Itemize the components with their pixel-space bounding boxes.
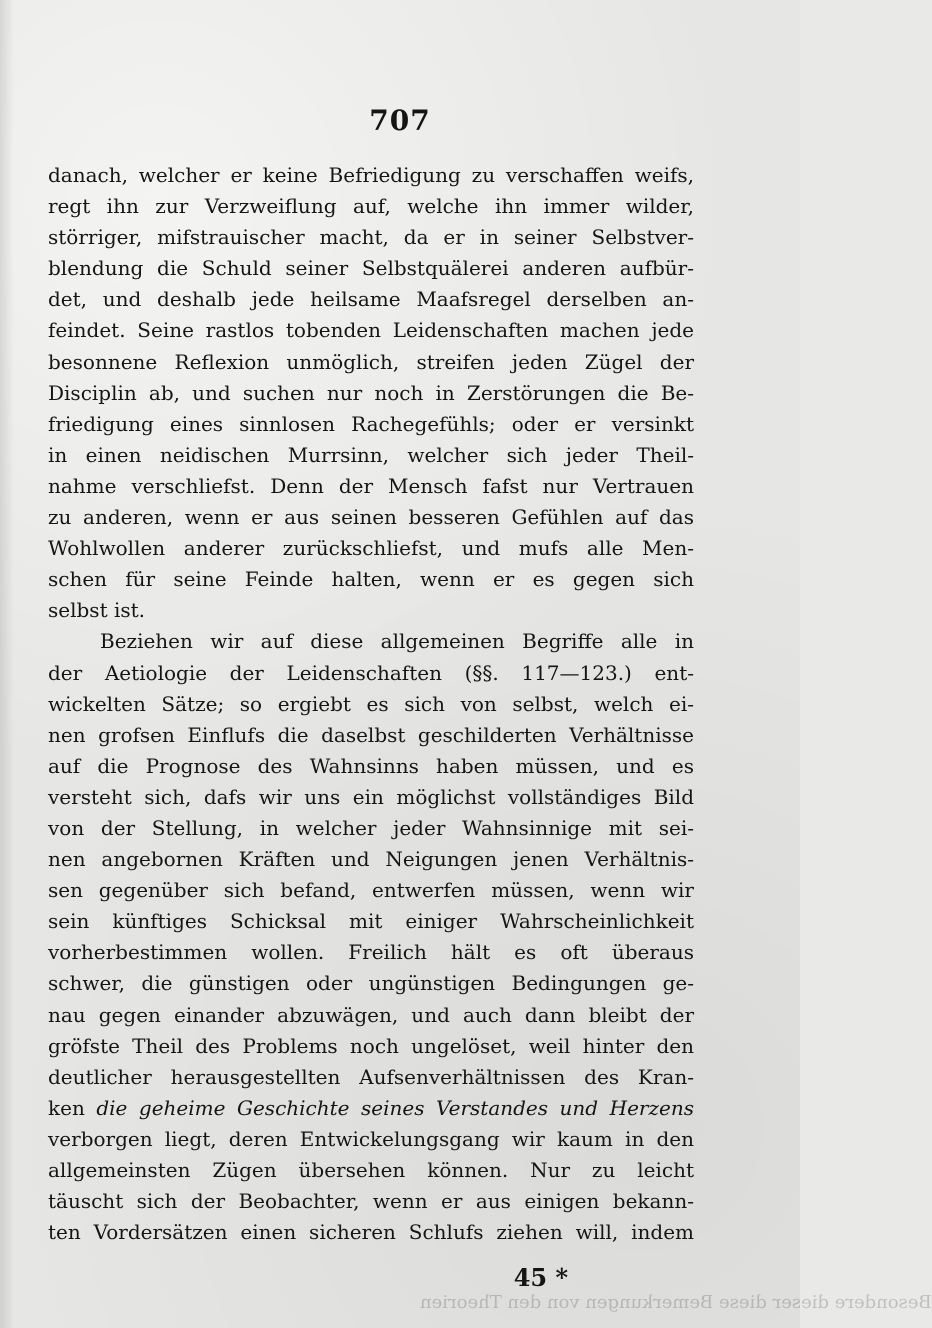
- text-line: Wohlwollen anderer zurückschliefst, und mufs alle Men-: [48, 536, 694, 561]
- text-line: feindet. Seine rastlos tobenden Leidenschaften machen jede: [48, 318, 694, 343]
- body-text: [48, 160, 694, 1248]
- signature-mark: 45 *: [513, 1263, 568, 1292]
- text-line: sen gegenüber sich befand, entwerfen müssen, wenn wir: [48, 878, 694, 903]
- text-line: verborgen liegt, deren Entwickelungsgang wir kaum in den: [48, 1126, 694, 1151]
- text-line: deutlicher herausgestellten Aufsenverhältnissen des Kran-: [48, 1064, 694, 1089]
- bleed-through-text: Besondere dieser diese Bemerkungen von den Theorien: [420, 1292, 932, 1313]
- text-line: nau gegen einander abzuwägen, und auch dann bleibt der: [48, 1002, 694, 1027]
- paragraph-end-line: selbst ist.: [48, 598, 146, 623]
- text-line: schwer, die günstigen oder ungünstigen Bedingungen ge-: [48, 971, 694, 996]
- line-prefix-text: ken: [48, 1095, 97, 1120]
- text-line: wickelten Sätze; so ergiebt es sich von selbst, welch ei-: [48, 691, 694, 716]
- text-line: nahme verschliefst. Denn der Mensch fafst nur Vertrauen: [48, 473, 694, 498]
- text-line: ten Vordersätzen einen sicheren Schlufs ziehen will, indem: [48, 1220, 694, 1245]
- text-line: sein künftiges Schicksal mit einiger Wahrscheinlichkeit: [48, 909, 694, 934]
- italic-phrase: die geheime Geschichte seines Verstandes und Herzens: [96, 1095, 694, 1120]
- text-line: zu anderen, wenn er aus seinen besseren Gefühlen auf das: [48, 505, 694, 530]
- text-line: regt ihn zur Verzweiflung auf, welche ihn immer wilder,: [48, 194, 694, 219]
- text-line: auf die Prognose des Wahnsinns haben müssen, und es: [48, 753, 694, 778]
- text-line: schen für seine Feinde halten, wenn er es gegen sich: [48, 567, 694, 592]
- paragraph-start-line: Beziehen wir auf diese allgemeinen Begriffe alle in: [100, 629, 694, 654]
- text-line: nen angebornen Kräften und Neigungen jenen Verhältnis-: [48, 847, 694, 872]
- text-line: danach, welcher er keine Befriedigung zu verschaffen weifs,: [48, 163, 694, 187]
- text-line-with-italic: [48, 1093, 694, 1124]
- text-line: blendung die Schuld seiner Selbstquälerei anderen aufbür-: [48, 256, 694, 281]
- text-line: störriger, mifstrauischer macht, da er in seiner Selbstver-: [48, 225, 694, 250]
- text-line: der Aetiologie der Leidenschaften (§§. 117—123.) ent-: [48, 660, 694, 685]
- text-line: täuscht sich der Beobachter, wenn er aus einigen bekann-: [48, 1189, 694, 1214]
- text-line: in einen neidischen Murrsinn, welcher sich jeder Theil-: [48, 442, 694, 467]
- text-line: allgemeinsten Zügen übersehen können. Nur zu leicht: [48, 1158, 694, 1182]
- text-line: vorherbestimmen wollen. Freilich hält es oft überaus: [48, 940, 694, 965]
- text-line: gröfste Theil des Problems noch ungelöset, weil hinter den: [48, 1033, 694, 1058]
- text-line: friedigung eines sinnlosen Rachegefühls; oder er versinkt: [48, 411, 694, 436]
- text-line: Disciplin ab, und suchen nur noch in Zerstörungen die Be-: [48, 380, 694, 405]
- text-line: besonnene Reflexion unmöglich, streifen jeden Zügel der: [48, 349, 694, 374]
- text-line: nen grofsen Einflufs die daselbst geschilderten Verhältnisse: [48, 722, 694, 747]
- page-edge-shadow: [0, 0, 14, 1328]
- text-line: det, und deshalb jede heilsame Maafsregel derselben an-: [48, 287, 694, 312]
- text-line: versteht sich, dafs wir uns ein möglichst vollständiges Bild: [48, 784, 694, 809]
- text-line: von der Stellung, in welcher jeder Wahnsinnige mit sei-: [48, 815, 694, 840]
- page-number: 707: [369, 104, 431, 137]
